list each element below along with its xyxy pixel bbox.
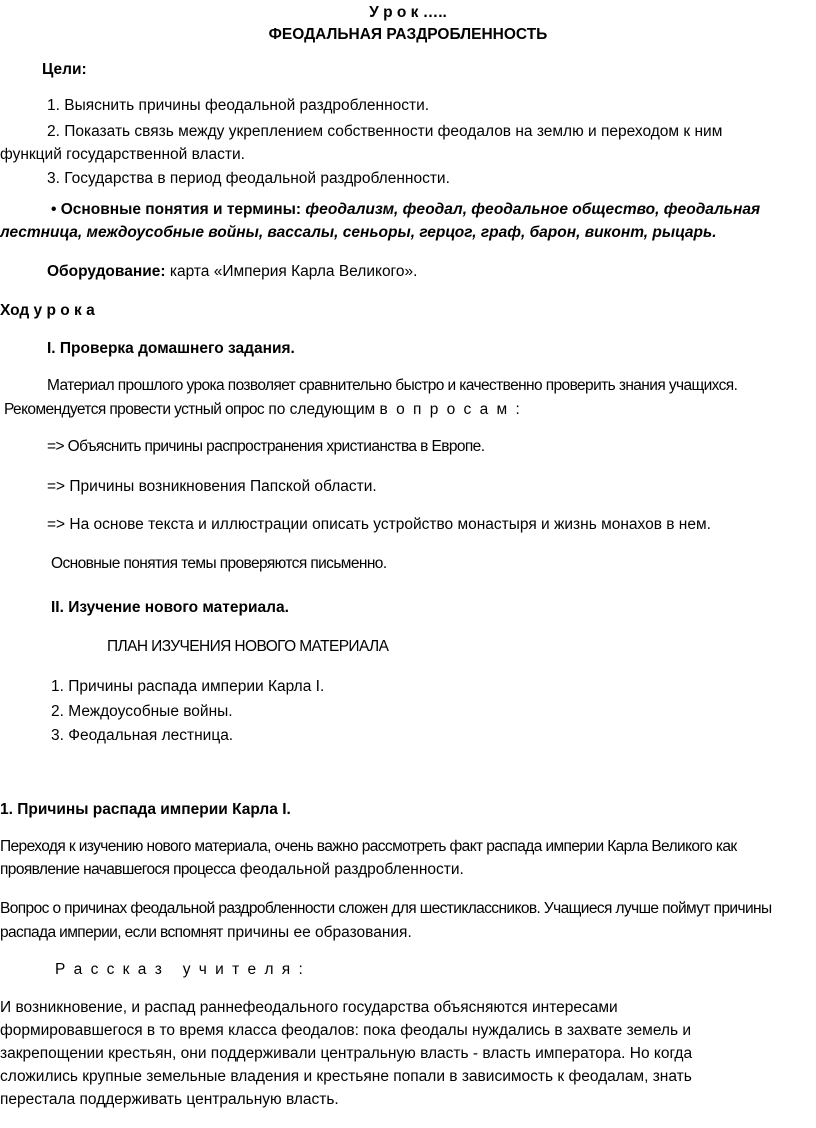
- goal-item-1: 1. Выяснить причины феодальной раздробленности.: [47, 97, 430, 114]
- plan-title: ПЛАН ИЗУЧЕНИЯ НОВОГО МАТЕРИАЛА: [107, 638, 389, 655]
- teacher-story-heading: Р а с с к а з у ч и т е л я :: [55, 961, 305, 978]
- part-1-para-2-line-1: Вопрос о причинах феодальной раздробленности сложен для шестиклассников. Учащиеся лучше поймут причины: [0, 900, 772, 917]
- terms-label: • Основные понятия и термины:: [51, 201, 302, 218]
- part-1-para-1-line-2: [0, 861, 464, 880]
- course-heading: Ход у р о к а: [0, 302, 95, 319]
- goals-label: Цели:: [42, 61, 87, 78]
- para-2-line-2-a: распада империи, если вспомнят: [0, 924, 223, 941]
- question-1: => Объяснить причины распространения христианства в Европе.: [47, 438, 485, 455]
- section-1-intro-1: Материал прошлого урока позволяет сравнительно быстро и качественно проверить знания учащихся.: [47, 377, 738, 394]
- equipment-value: карта «Империя Карла Великого».: [169, 263, 418, 280]
- terms-line-1: [51, 201, 760, 220]
- story-line-2: формировавшегося в то время класса феодалов: пока феодалы нуждались в захвате земель и: [0, 1022, 692, 1039]
- part-1-title: 1. Причины распада империи Карла I.: [0, 801, 291, 818]
- section-1-title: I. Проверка домашнего задания.: [47, 340, 295, 357]
- equipment-label: Оборудование:: [47, 263, 166, 280]
- intro-2-part-c: в о п р о с а м :: [379, 401, 522, 418]
- lesson-heading: У р о к …..: [369, 4, 447, 21]
- section-1-intro-2: [4, 401, 522, 420]
- para-1-line-2-a: проявление начавшегося процесса: [0, 861, 236, 878]
- part-1-para-1-line-1: Переходя к изучению нового материала, очень важно рассмотреть факт распада империи Карла Великого как: [0, 838, 737, 855]
- terms-list-1: феодализм, феодал, феодальное общество, феодальная: [305, 201, 761, 218]
- plan-item-1: 1. Причины распада империи Карла I.: [51, 678, 325, 695]
- goal-item-2: 2. Показать связь между укреплением собственности феодалов на землю и переходом к ним: [47, 123, 723, 140]
- intro-2-part-a: Рекомендуется провести устный опрос: [4, 401, 265, 418]
- para-1-line-2-b: феодальной раздробленности.: [239, 861, 464, 878]
- goal-item-2-cont: функций государственной власти.: [0, 146, 245, 163]
- plan-item-2: 2. Междоусобные войны.: [51, 703, 233, 720]
- question-2: => Причины возникновения Папской области.: [47, 478, 377, 495]
- plan-item-3: 3. Феодальная лестница.: [51, 727, 234, 744]
- story-line-5: перестала поддерживать центральную власть.: [0, 1091, 339, 1108]
- para-2-line-2-b: причины ее образования.: [227, 924, 412, 941]
- goal-item-3: 3. Государства в период феодальной раздробленности.: [47, 170, 450, 187]
- question-3: => На основе текста и иллюстрации описать устройство монастыря и жизнь монахов в нем.: [47, 516, 711, 533]
- story-line-3: закрепощении крестьян, они поддерживали центральную власть - власть императора. Но когда: [0, 1045, 693, 1062]
- intro-2-part-b: по следующим: [268, 401, 376, 418]
- page-title: ФЕОДАЛЬНАЯ РАЗДРОБЛЕННОСТЬ: [268, 26, 548, 43]
- part-1-para-2-line-2: [0, 924, 412, 943]
- story-line-4: сложились крупные земельные владения и крестьяне попали в зависимость к феодалам, знать: [0, 1068, 692, 1085]
- equipment-line: [47, 263, 417, 282]
- terms-list-2: лестница, междоусобные войны, вассалы, сеньоры, герцог, граф, барон, виконт, рыцарь.: [0, 224, 717, 241]
- written-check-note: Основные понятия темы проверяются письменно.: [51, 555, 387, 572]
- story-line-1: И возникновение, и распад раннефеодального государства объясняются интересами: [0, 999, 618, 1016]
- section-2-title: II. Изучение нового материала.: [51, 599, 289, 616]
